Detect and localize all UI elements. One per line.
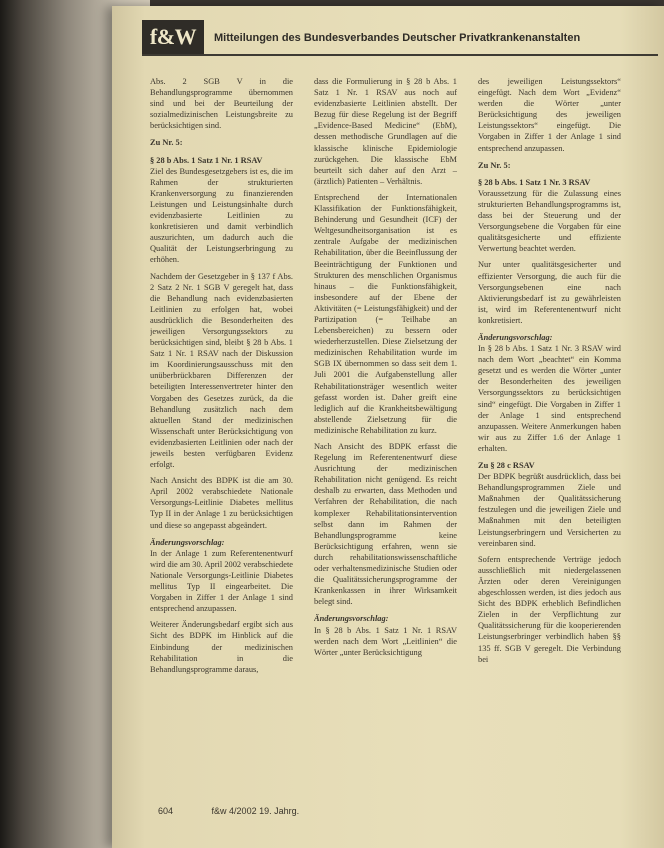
paragraph: Der BDPK begrüßt ausdrücklich, dass bei Behandlungsprogrammen Ziele und Maßnahmen der Qualitätssicherung festzulegen und die jeweiligen Ziele und Maßnahmen mit den beteiligten Leistungserbringern und Versicherten zu vereinbaren sind. <box>478 472 621 548</box>
paragraph: Abs. 2 SGB V in die Behandlungsprogramme übernommen sind und bei der Beurteilung der sozialmedizinischen Leistungsbreite zu berücksichtigen sind. <box>150 77 293 131</box>
paragraph: des jeweiligen Leistungssektors“ eingefügt. Nach dem Wort „Evidenz“ werden die Wörter „unter Berücksichtigung des jeweiligen Leistungssektors“ eingefügt. Die Vorgaben in Ziffer 1 der Anlage 1 sind entsprechend anzupassen. <box>478 77 621 153</box>
paragraph: Voraussetzung für die Zulassung eines strukturierten Behandlungsprogramms ist, dass bei der Steuerung und der Versorgungsebene die Vorgaben für eine qualitätsgesicherte und effiziente Verwertung beachtet werden. <box>478 188 621 254</box>
section-heading: Änderungsvorschlag: <box>314 614 389 624</box>
paragraph: In § 28 b Abs. 1 Satz 1 Nr. 3 RSAV wird nach dem Wort „beachtet“ ein Komma gesetzt und es werden die Wörter „unter der Besonderheiten des jeweiligen Versorgungssektors zu berücksichtigen sind“ eingefügt. Die Vorgaben in Ziffer 1 der Anlage 1 sind entsprechend anzupassen. Weitere Anmerkungen haben wir aus zu Ziffer 1.6 der Anlage 1 erhalten. <box>478 344 621 453</box>
text-column-1 <box>150 76 293 796</box>
paragraph: Weiterer Änderungsbedarf ergibt sich aus Sicht des BDPK im Hinblick auf die Einbindung der medizinischen Rehabilitation in die Behandlungsprogramme daraus, <box>150 620 293 674</box>
section-heading: § 28 b Abs. 1 Satz 1 Nr. 1 RSAV <box>150 155 263 165</box>
paragraph: Sofern entsprechende Verträge jedoch ausschließlich mit niedergelassenen Ärzten oder deren Vereinigungen abgeschlossen werden, ist dies jedoch aus Sicht des BDPK erheblich Befindlichen Zielen in der Verpflichtung zur Qualitätssicherung für die kooperierenden Leistungserbringer verbindlich haben §§ 135 ff. SGB V geregelt. Die Verbindung bei <box>478 554 621 664</box>
section-heading: Zu Nr. 5: <box>478 160 511 170</box>
paragraph: In § 28 b Abs. 1 Satz 1 Nr. 1 RSAV werden nach dem Wort „Leitlinien“ die Wörter „unter Berücksichtigung <box>314 625 457 657</box>
paragraph: Ziel des Bundesgesetzgebers ist es, die im Rahmen der strukturierten Krankenversorgung zu finanzierenden Leistungen und Leistungsinhalte durch evidenzbasierte Leitlinien zu konkretisieren und damit verbindlich auszurichten, um dadurch auch die Qualität der Leistungserbringung zu erhöhen. <box>150 166 293 265</box>
page-number: 604 <box>158 806 174 816</box>
document-page <box>112 6 664 848</box>
section-heading: Änderungsvorschlag: <box>150 537 225 547</box>
paragraph: In der Anlage 1 zum Referentenentwurf wird die am 30. April 2002 verabschiedete Nationale Versorgungs-Leitlinie Diabetes mellitus Typ II eingearbeitet. Die Vorgaben in Ziffer 1 der Anlage 1 sind entsprechend anzupassen. <box>150 548 293 614</box>
paragraph: dass die Formulierung in § 28 b Abs. 1 Satz 1 Nr. 1 RSAV aus noch auf evidenzbasierte Leitlinien abstellt. Der Bezug für diese Regelung ist der Begriff „Evidence-Based Medicine“ (EbM), dessen methodische Grundlagen auf die klassische klinische Epidemiologie zurückgehen. Die klassische EbM beurteilt sich daher auf den Arzt – (ärztlich) Patienten – Verhältnis. <box>314 77 457 186</box>
page-footer <box>158 806 299 816</box>
section-heading: Änderungsvorschlag: <box>478 332 553 342</box>
paragraph: Entsprechend der Internationalen Klassifikation der Funktionsfähigkeit, Behinderung und Gesundheit (ICF) der Weltgesundheitsorganisation ist es zentrale Aufgabe der medizinischen Rehabilitation, über die Beeinflussung der Beeinträchtigung der Funktionen und Strukturen des menschlichen Organismus hinaus – die Funktionsfähigkeit, insbesondere auf der Ebene der Aktivitäten (= Leistungsfähigkeit) und der Partizipation (= Teilhabe an Lebensbereichen) zu bessern oder wiederherzustellen. Diese Zielsetzung der medizinischen Rehabilitation wurde im SGB IX übernommen so dass seit dem 1. Juli 2001 die Aufgabenstellung aller Rehabilitationsträger wesentlich weiter gefasst worden ist. Daher greift eine lediglich auf die Krankheitsbewältigung abstellende Zielsetzung für die medizinische Rehabilitation zu kurz. <box>314 192 457 435</box>
issue-label: f&w 4/2002 19. Jahrg. <box>211 806 300 816</box>
paragraph: Nach Ansicht des BDPK erfasst die Regelung im Referentenentwurf diese Ausrichtung der medizinischen Rehabilitation nicht genügend. Es reicht deshalb zu erwarten, dass Methoden und Verfahren der Rehabilitation, die nach komplexer Rehabilitationsintervention selbst dann im Rahmen der Behandlungsprogramme keine Berücksichtigung erfahren, wenn sie durch rehabilitationswissenschaftliche oder verhaltensmedizinische Studien oder die Qualitätssicherungsprogramme der Krankenkassen in ihrer Wirksamkeit belegt sind. <box>314 442 457 607</box>
section-heading: Zu Nr. 5: <box>150 138 183 148</box>
section-heading: § 28 b Abs. 1 Satz 1 Nr. 3 RSAV <box>478 177 591 187</box>
header-title: Mitteilungen des Bundesverbandes Deutscher Privatkrankenanstalten <box>214 32 581 44</box>
paragraph: Nachdem der Gesetzgeber in § 137 f Abs. 2 Satz 2 Nr. 1 SGB V geregelt hat, dass die Behandlung nach evidenzbasierten Leitlinien zu erfolgen hat, wobei ausdrücklich die Besonderheiten des jeweiligen Versorgungssektors zu berücksichtigen sind, bleibt § 28 b Abs. 1 Satz 1 Nr. 1 RSAV nach der Diskussion im Koordinierungsausschuss mit den unüberbrückbaren Differenzen der beteiligten Interessenvertreter hinter den Vorgaben des Gesetzes zurück, da die Behandlung zusätzlich nach dem aktuellen Stand der medizinischen Wissenschaft unter Berücksichtigung von evidenzbasierten Leitlinien oder nach der jeweils besten verfügbaren Evidenz erfolgt. <box>150 271 293 470</box>
paragraph: Nur unter qualitätsgesicherter und effizienter Versorgung, die auch für die Versorgungsebenen eine nach Aktivierungsbedarf ist zu gewährleisten ist, wird im Referentenentwurf nicht konkretisiert. <box>478 260 621 325</box>
paragraph: Nach Ansicht des BDPK ist die am 30. April 2002 verabschiedete Nationale Versorgungs-Leitlinie Diabetes mellitus Typ II in der Anlage 1 zu berücksichtigen und diese so angepasst abgeändert. <box>150 476 293 530</box>
section-heading: Zu § 28 c RSAV <box>478 461 535 470</box>
page-header <box>142 20 658 56</box>
text-column-3 <box>478 76 621 796</box>
journal-logo: f&W <box>142 20 204 54</box>
text-column-2 <box>314 76 457 796</box>
